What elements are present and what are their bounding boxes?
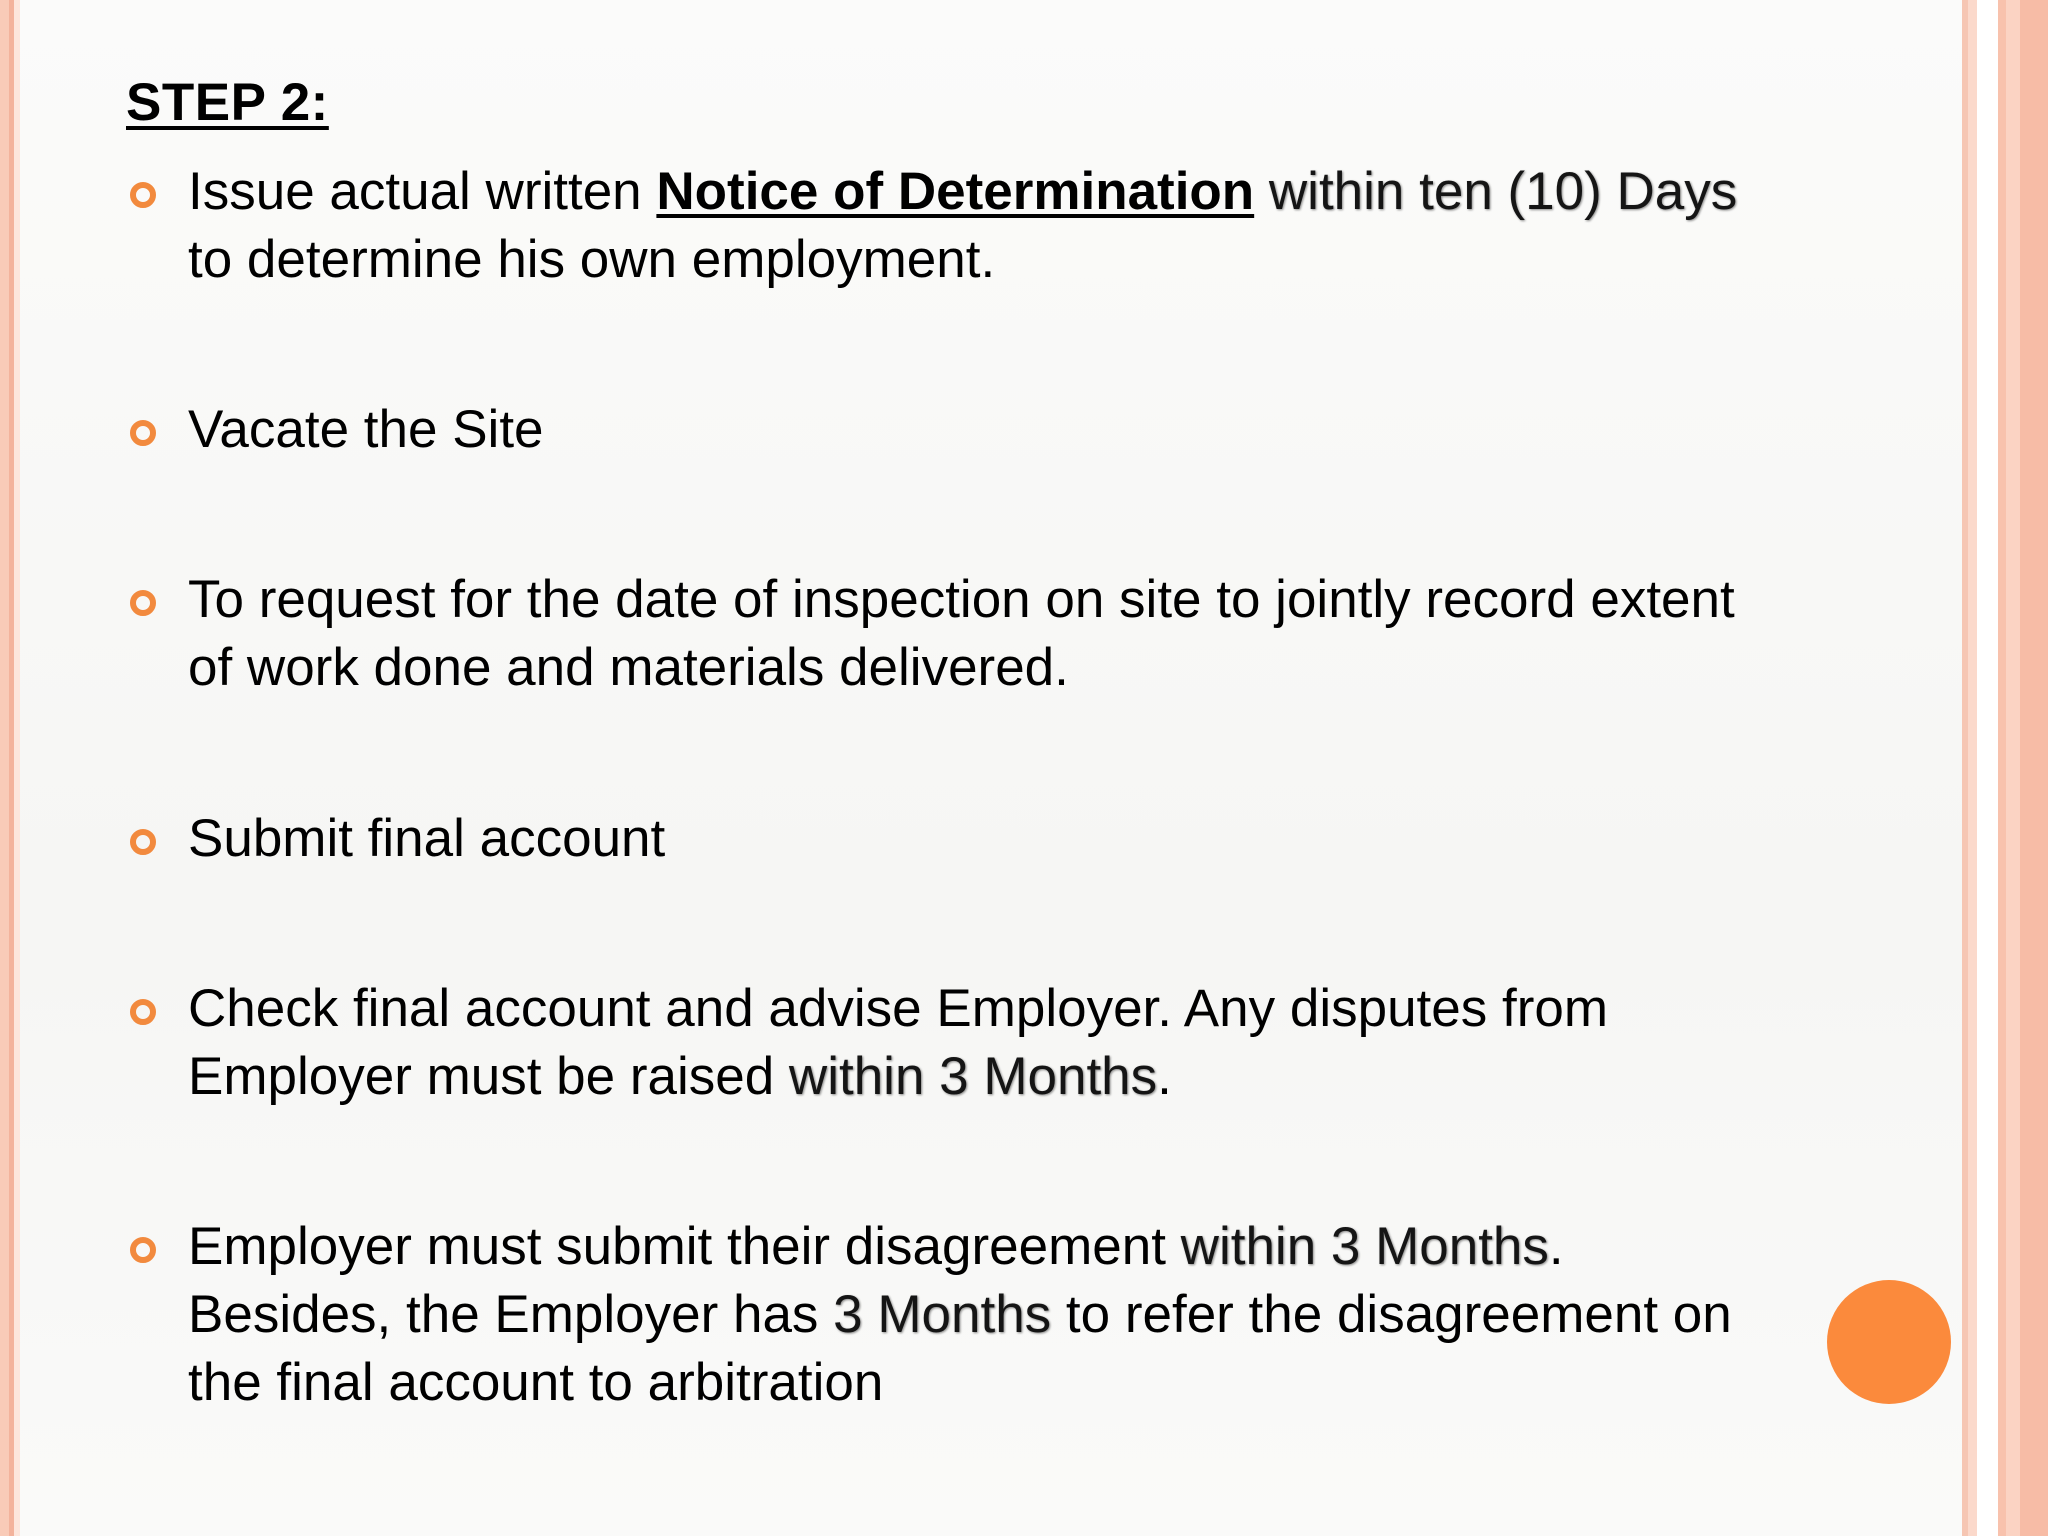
ring-bullet-icon (130, 590, 156, 616)
slide-title: STEP 2: (126, 73, 329, 132)
ring-bullet-icon (130, 999, 156, 1025)
ring-bullet-icon (130, 829, 156, 855)
bullet-text: Check final account and advise Employer. Any disputes from Employer must be raised within 3 Months. (188, 979, 1608, 1106)
right-decorative-border (1962, 0, 2048, 1536)
bullet-text: Vacate the Site (188, 400, 544, 459)
notice-of-determination-text: Notice of Determination (656, 162, 1255, 221)
bullet-text: Employer must submit their disagreement within 3 Months. Besides, the Employer has 3 Months to refer the disagreement on the final account to arbitration (188, 1217, 1732, 1412)
orange-circle-decoration (1827, 1280, 1951, 1404)
bullet-text: Submit final account (188, 809, 666, 868)
ring-bullet-icon (130, 182, 156, 208)
ring-bullet-icon (130, 420, 156, 446)
highlight-ten-days: within ten (10) Days (1268, 162, 1738, 221)
highlight-3-months: 3 Months (833, 1285, 1052, 1344)
bullet-text: Issue actual written Notice of Determination within ten (10) Days to determine his own employment. (188, 162, 1738, 289)
highlight-within-3-months: within 3 Months (1180, 1217, 1549, 1276)
bullet-text: To request for the date of inspection on site to jointly record extent of work done and materials delivered. (188, 570, 1735, 697)
ring-bullet-icon (130, 1237, 156, 1263)
highlight-within-3-months: within 3 Months (788, 1047, 1158, 1106)
